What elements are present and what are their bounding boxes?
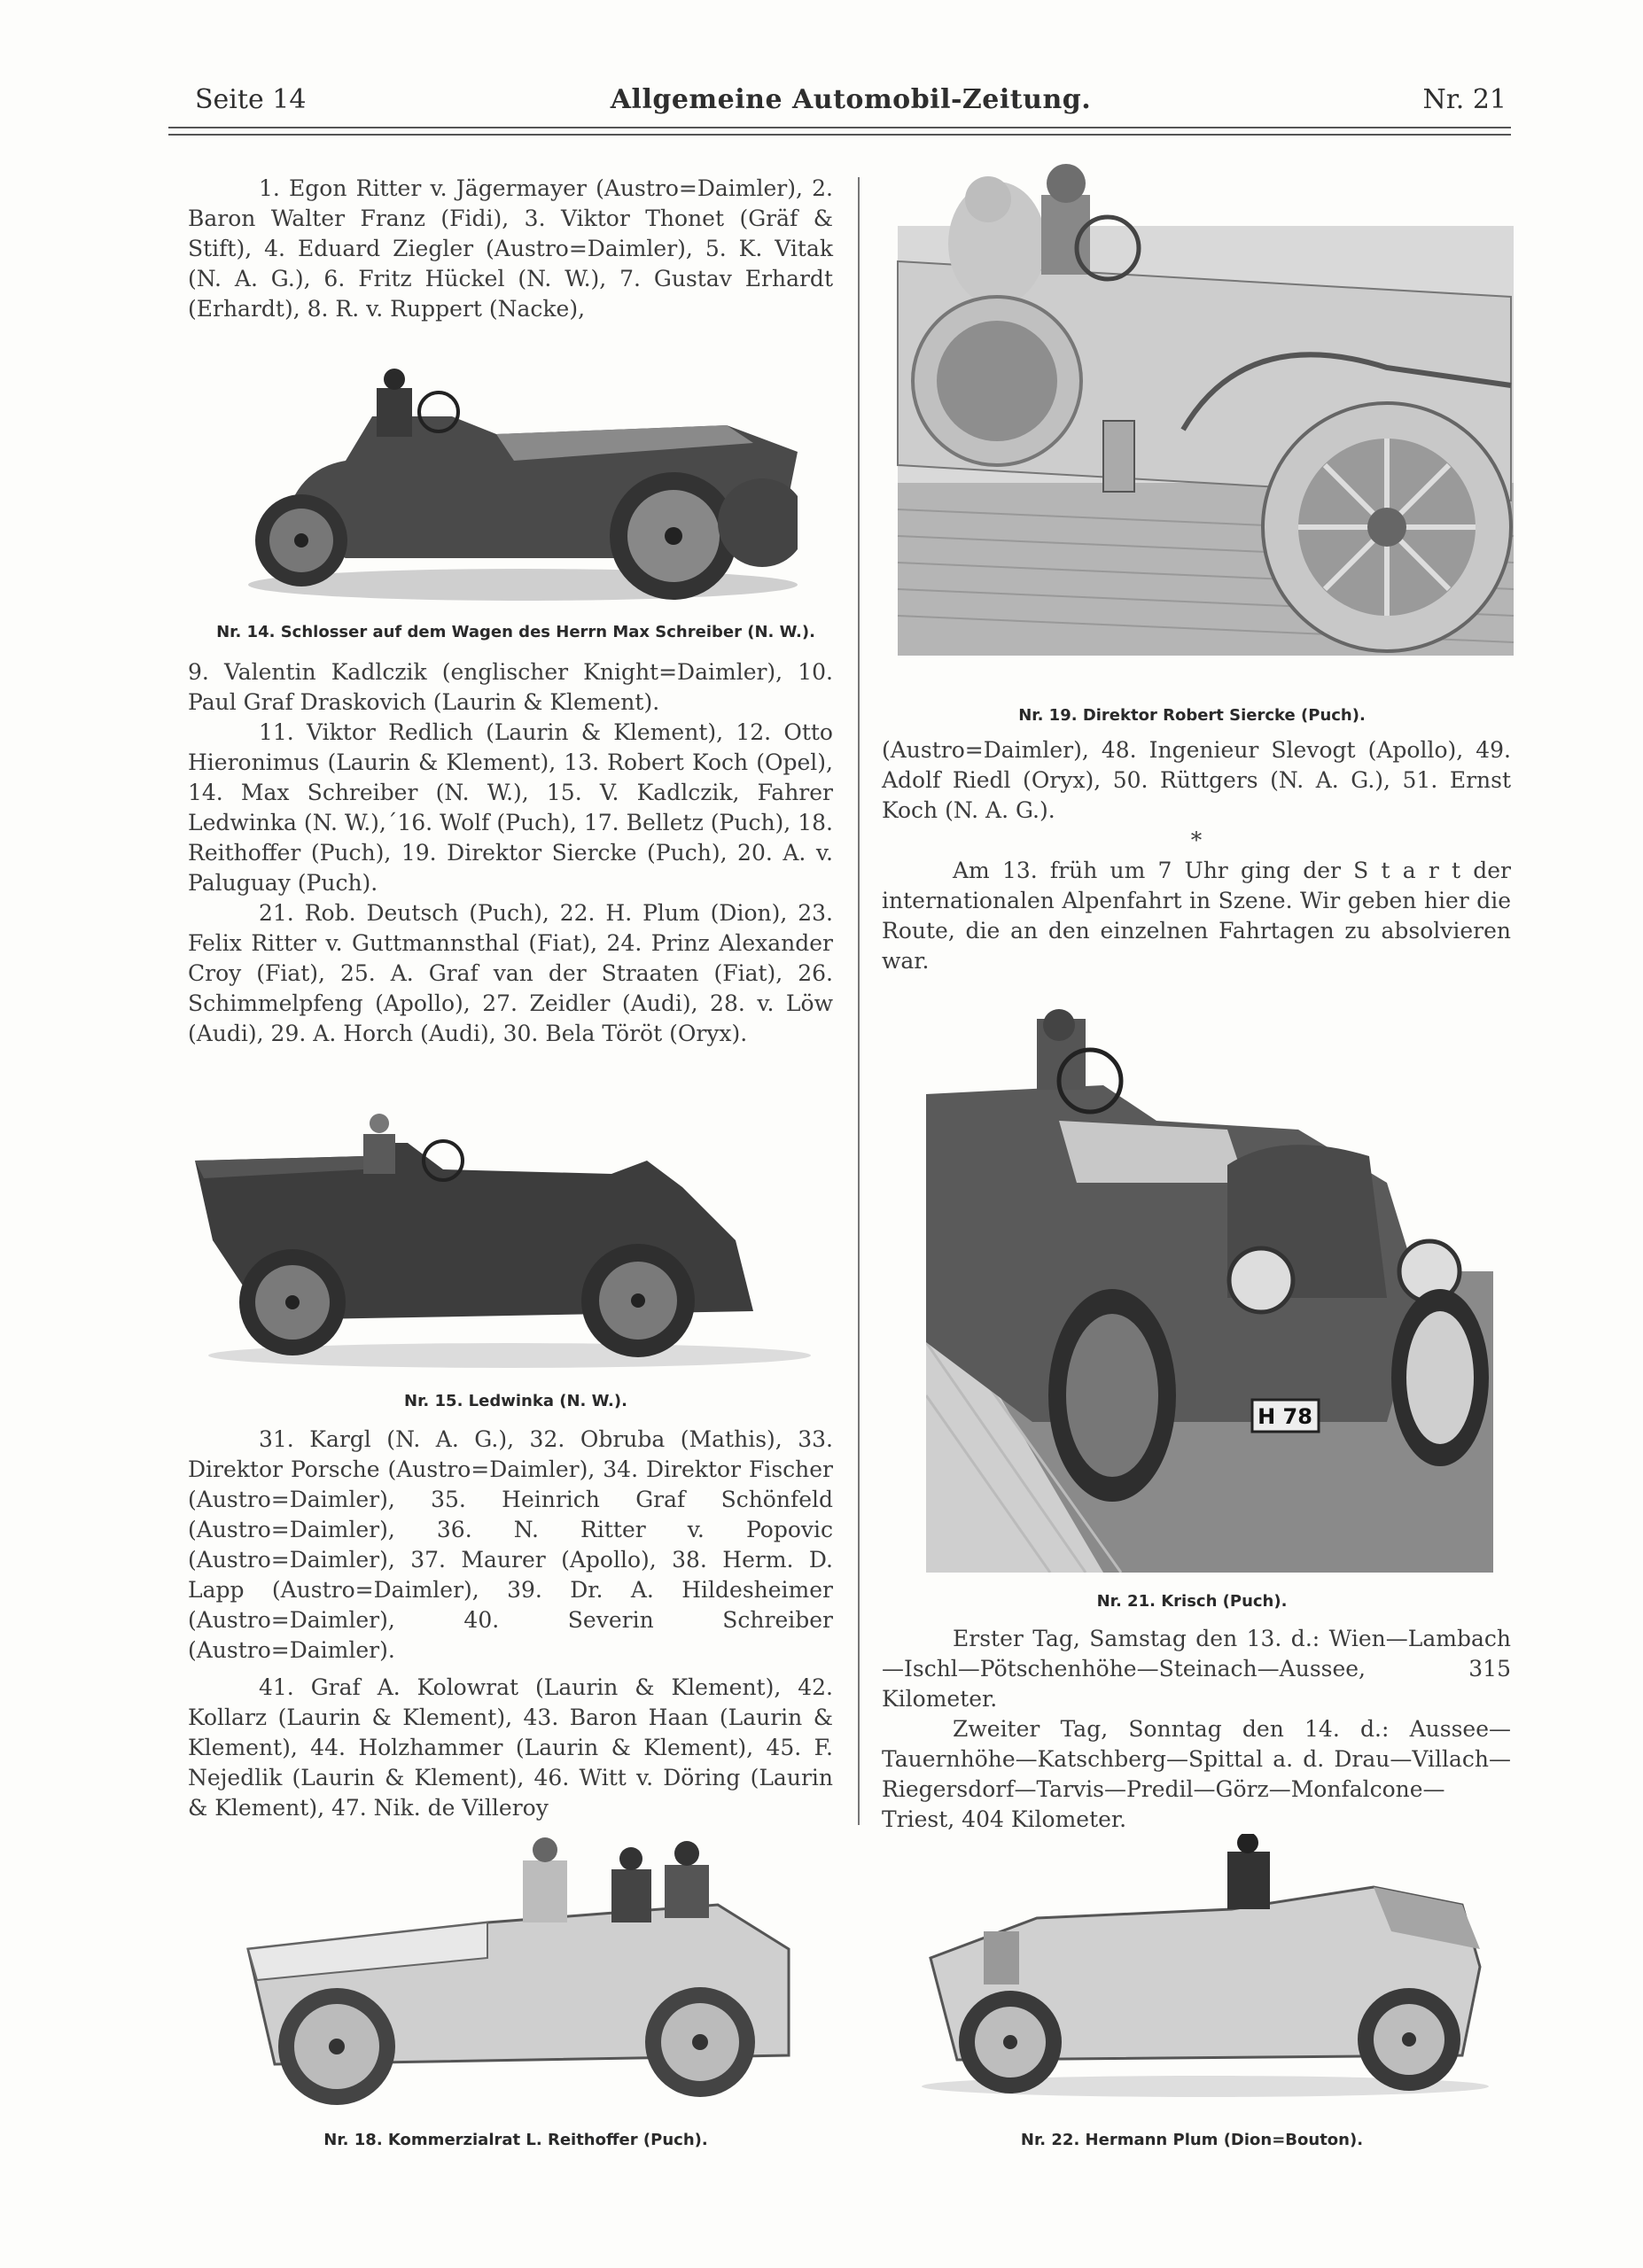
section-separator-asterisk: * bbox=[1190, 827, 1203, 853]
page-number: Seite 14 bbox=[195, 84, 307, 115]
caption-nr14: Nr. 14. Schlosser auf dem Wagen des Herrn Max Schreiber (N. W.). bbox=[216, 623, 815, 641]
photo-nr22-car bbox=[913, 1834, 1498, 2100]
right-para-3: Erster Tag, Samstag den 13. d.: Wien—Lambach—Ischl—Pötschenhöhe—Steinach—Aussee, 315 Kilometer. bbox=[882, 1626, 1511, 1712]
photo-nr21-car bbox=[926, 1006, 1493, 1573]
page-header bbox=[195, 84, 1507, 128]
license-plate: H 78 bbox=[1258, 1404, 1312, 1429]
issue-number: Nr. 21 bbox=[1422, 84, 1507, 115]
header-rule-top bbox=[168, 127, 1511, 128]
column-divider bbox=[858, 177, 860, 1825]
caption-nr21: Nr. 21. Krisch (Puch). bbox=[1096, 1592, 1288, 1611]
left-text-block-3 bbox=[188, 1425, 833, 1823]
right-text-block-2 bbox=[882, 1624, 1511, 1835]
caption-nr22: Nr. 22. Hermann Plum (Dion=Bouton). bbox=[1020, 2131, 1364, 2149]
left-text-block-2 bbox=[188, 657, 833, 1049]
left-para-1-block bbox=[188, 174, 833, 324]
right-text-block-1 bbox=[882, 735, 1511, 976]
photo-nr18-car bbox=[222, 1825, 806, 2109]
photo-nr19-car bbox=[891, 164, 1515, 656]
caption-nr15: Nr. 15. Ledwinka (N. W.). bbox=[404, 1392, 627, 1410]
photo-nr15-car bbox=[186, 1107, 833, 1373]
right-para-2: Am 13. früh um 7 Uhr ging der S t a r t der internationalen Alpenfahrt in Szene. Wir geben hier die Route, die an den einzelnen Fahrtagen zu absolvieren war. bbox=[882, 858, 1511, 974]
left-para-2: 9. Valentin Kadlczik (englischer Knight=Daimler), 10. Paul Graf Draskovich (Laurin & Klement). bbox=[188, 659, 833, 715]
left-para-1: 1. Egon Ritter v. Jägermayer (Austro=Daimler), 2. Baron Walter Franz (Fidi), 3. Viktor Thonet (Gräf & Stift), 4. Eduard Ziegler (Austro=Daimler), 5. K. Vitak (N. A. G.), 6. Fritz Hückel (N. W.), 7. Gustav Erhardt (Erhardt), 8. R. v. Ruppert (Nacke), bbox=[188, 175, 833, 322]
photo-nr14-car bbox=[230, 363, 798, 602]
header-rule-bottom bbox=[168, 134, 1511, 136]
left-para-6: 41. Graf A. Kolowrat (Laurin & Klement), 42. Kollarz (Laurin & Klement), 43. Baron Haan (Laurin & Klement), 44. Holzhammer (Laurin & Klement), 45. F. Nejedlik (Laurin & Klement), 46. Witt v. Döring (Laurin & Klement), 47. Nik. de Villeroy bbox=[188, 1674, 833, 1821]
left-para-5: 31. Kargl (N. A. G.), 32. Obruba (Mathis), 33. Direktor Porsche (Austro=Daimler), 34. Direktor Fischer (Austro=Daimler), 35. Heinrich Graf Schönfeld (Austro=Daimler), 36. N. Ritter v. Popovic (Austro=Daimler), 37. Maurer (Apollo), 38. Herm. D. Lapp (Austro=Daimler), 39. Dr. A. Hildesheimer (Austro=Daimler), 40. Severin Schreiber (Austro=Daimler). bbox=[188, 1426, 833, 1663]
caption-nr19: Nr. 19. Direktor Robert Siercke (Puch). bbox=[1018, 706, 1366, 725]
newspaper-title: Allgemeine Automobil-Zeitung. bbox=[610, 84, 1092, 115]
right-para-4: Zweiter Tag, Sonntag den 14. d.: Aussee—Tauernhöhe—Katschberg—Spittal a. d. Drau—Villach—Riegersdorf—Tarvis—Predil—Görz—Monfalcone—Triest, 404 Kilometer. bbox=[882, 1716, 1511, 1832]
caption-nr18: Nr. 18. Kommerzialrat L. Reithoffer (Puch). bbox=[323, 2131, 708, 2149]
left-para-3: 11. Viktor Redlich (Laurin & Klement), 12. Otto Hieronimus (Laurin & Klement), 13. Robert Koch (Opel), 14. Max Schreiber (N. W.), 15. V. Kadlczik, Fahrer Ledwinka (N. W.),´16. Wolf (Puch), 17. Belletz (Puch), 18. Reithoffer (Puch), 19. Direktor Siercke (Puch), 20. A. v. Paluguay (Puch). bbox=[188, 719, 833, 896]
left-para-4: 21. Rob. Deutsch (Puch), 22. H. Plum (Dion), 23. Felix Ritter v. Guttmannsthal (Fiat), 24. Prinz Alexander Croy (Fiat), 25. A. Graf van der Straaten (Fiat), 26. Schimmelpfeng (Apollo), 27. Zeidler (Audi), 28. v. Löw (Audi), 29. A. Horch (Audi), 30. Bela Töröt (Oryx). bbox=[188, 900, 833, 1046]
right-para-1: (Austro=Daimler), 48. Ingenieur Slevogt (Apollo), 49. Adolf Riedl (Oryx), 50. Rüttgers (N. A. G.), 51. Ernst Koch (N. A. G.). bbox=[882, 737, 1511, 823]
